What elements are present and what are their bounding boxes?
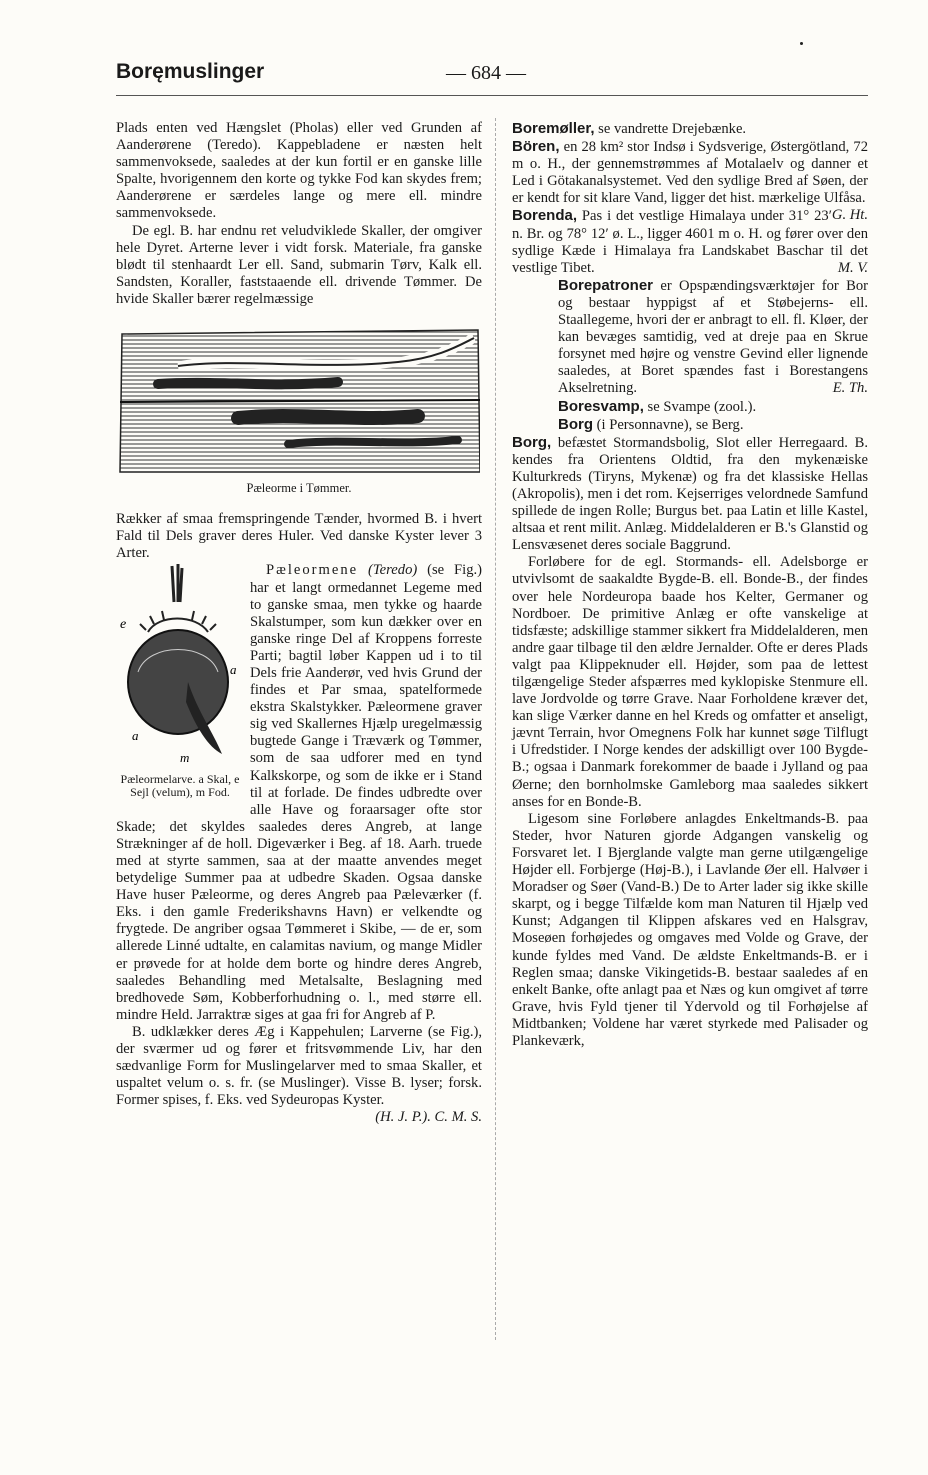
signature-ght: G. Ht. — [831, 207, 868, 224]
left-para-3: Rækker af smaa fremspringende Tænder, hvormed B. i hvert Fald til Dels graver deres Huler. Ved danske Kyster lever 3 Arter. — [116, 511, 482, 562]
right-column — [512, 120, 868, 1050]
headword-boren: Bören, — [512, 138, 560, 156]
entry-boresvamp-text: se Svampe (zool.). — [643, 398, 757, 415]
pæleormene-term: Pæleormene — [266, 562, 359, 579]
figure-shipworms-in-timber — [116, 326, 482, 476]
headword-borepatroner: Borepatroner — [558, 276, 654, 294]
timber-illustration — [118, 326, 480, 476]
indented-entries — [558, 277, 868, 434]
entry-borg-names — [558, 416, 868, 434]
left-para-2: De egl. B. har endnu ret veludviklede Skaller, der omgiver hele Dyret. Arterne lever i vidt forsk. Materiale, fra ganske blødt til stenhaardt Ler ell. Sand, submarin Tørv, Kalk ell. Sandsten, Koraller, faststaaende ell. drivende Tømmer. De hvide Skaller bærer regelmæssige — [116, 222, 482, 307]
page-number: — 684 — — [446, 62, 526, 84]
label-a-left: a — [132, 728, 139, 744]
entry-borg-para-3: Ligesom sine Forløbere anlagdes Enkeltmands-B. paa Steder, hvor Naturen gjorde Adgangen vanskelig og Forsvaret let. I Bjerglande valgte man gerne utilgængelige Højder ell. Forbjerge (Høj-B.), i Lavlande Øer ell. Halvøer i Moradser og Søer (Vand-B.) De to Arter lader sig ikke skille skarpt, og i begge Tilfælde kom man Naturen til Hjælp ved Kunst; Adgangen til Klippen afskares ved en Halsgrav, Moseøen forhøjedes og omgaves med Volde og Grave, der kunde fyldes med Vand. De ældste Enkeltmands-B. er i Reglen smaa; danske Vikingetids-B. bestaar saaledes af en enkelt Banke, ofte anlagt paa et Næs og kun omgivet af tørre Grave, hvis Fyld tjener til Ydervold og til Forhøjelse af Midtbanken; Voldene har været styrkede med Palisader og Plankeværk, — [512, 810, 868, 1049]
page-header — [116, 60, 868, 94]
ink-speck — [800, 42, 803, 45]
entry-borepatroner — [558, 277, 868, 398]
left-para-5 — [116, 1023, 482, 1126]
entry-borenda — [512, 207, 868, 276]
entry-borenda-text: Pas i det vestlige Himalaya under 31° 23′ n. Br. og 78° 12′ ø. L., ligger 4601 m o. H. og fører over den sydlige Kæde i Himalaya fra Landskabet Baschar til det vestlige Tibet. — [512, 208, 868, 276]
headword-boresvamp: Boresvamp, — [558, 397, 644, 415]
headword-borenda: Borenda, — [512, 207, 578, 225]
figure-larva — [116, 562, 244, 817]
left-column — [116, 120, 482, 1127]
entry-boremoller-text: se vandrette Drejebænke. — [594, 121, 747, 137]
entry-boren-text: en 28 km² stor Indsø i Sydsverige, Østergötland, 72 m o. H., der gennemstrømmes af Motalaelv og danner et Led i Götakanalsystemet. Ved den sydlige Bred af Søen, der er kendt for sit klare Vand, ligger det hist. mærkelige Ulfåsa. — [512, 139, 868, 207]
label-m: m — [180, 750, 190, 766]
entry-borg-names-text: (i Personnavne), se Berg. — [593, 416, 744, 433]
figure-2-caption: Pæleormelarve. a Skal, e Sejl (velum), m Fod. — [120, 772, 240, 800]
headword-borg: Borg, — [512, 433, 552, 451]
label-a-right: a — [230, 662, 237, 678]
headword-boremoller: Boremøller, — [512, 120, 595, 137]
entry-borg-para-2: Forløbere for de egl. Stormands- ell. Adelsborge er utvivlsomt de saakaldte Bygde-B. ell. Bonde-B., der findes over hele Nordeuropa baade hos Kelter, Germaner og Nordboer. De primitive Anlæg er ofte vanskelige at tidsfæste; adskillige stammer sikkert fra Middelalderen, men andre gaar tilbage til den ældre Jernalder. Ofte er deres Plads valgt paa Klippeknuder ell. Højder, som paa de lettest tilgængelige Steder afspærres med kyklopiske Stenmure ell. lave Jordvolde og tørre Grave. Naar Forholdene kræver det, kan slige Værker danne en hel Kreds og omfatter et anseligt, jævnt Terrain, hvor Omegnens Folk har kunnet søge Tilflugt i Ufredstider. I Norge kendes der adskilligt over 100 Bygde-B.; ogsaa i Danmark forekommer de baade i Jylland og paa Øerne; den bornholmske Gamleborg maa saaledes sikkert anses for en Bonde-B. — [512, 554, 868, 810]
signature-cms: (H. J. P.). C. M. S. — [375, 1109, 482, 1126]
entry-borg — [512, 434, 868, 555]
entry-boresvamp — [558, 398, 868, 416]
left-para-4-text: (se Fig.) har et langt ormedannet Legeme med to ganske smaa, men tykke og haarde Skalstumper, som kun dækker over en ganske ringe Del af Kroppens forreste Parti; bagtil løber Kappen ud i to til Dels frie Aanderør, ved hvis Grund der findes et Par smaa, spatelformede ekstra Skalstykker. Pæleormene graver sig ved Skallernes Hjælp uregelmæssig bugtede Gange i Træværk og Tømmer, som de saa udforer med en tynd Kalkskorpe, og som de ikke er i Stand til at forlade. De findes udbredte over alle Have og foraarsager ofte stor Skade; det skyldes saaledes deres Angreb, at lange Strækninger af de holl. Digeværker i Beg. af 18. Aarh. truede med at styrte sammen, saa at der maatte anvendes meget betydelige Summer paa at udbedre Skaden. Ogsaa danske Have huser Pæleorme, og deres Angreb paa Pæleværker (f. Eks. i den gamle Frederikshavns Havn) er velkendte og frygtede. De angriber ogsaa Tømmeret i Skibe, — de er, som allerede Linné udtalte, en calamitas navium, og mange Midler er prøvede for at holde dem borte og hindre deres Angreb, saaledes Behandling med Metalsalte, Beslagning med bredhovede Søm, Kobberforhudning o. l., med større ell. mindre Held. Jarraktræ siges at gaa fri for Angreb af P. — [116, 562, 482, 1023]
larva-illustration — [118, 562, 242, 767]
entry-borg-text: befæstet Stormandsbolig, Slot eller Herregaard. B. kendes fra Orientens Oldtid, fra den mykenæiske Kulturkreds (Tiryns, Mykenæ) og fra det klassiske Hellas (Akropolis), men i det rom. Kejserriges velordnede Samfund spillede de ingen Rolle; Burgus bet. paa Latin et lille Kastel, altsaa et rent milit. Anlæg. Middelalderen er B.'s Glanstid og Lensvæsenet deres sociale Baggrund. — [512, 434, 868, 554]
left-para-1: Plads enten ved Hængslet (Pholas) eller ved Grunden af Aanderørene (Teredo). Kappebladene er næsten helt sammenvoksede, saaledes at der kun fortil er en ganske lille Spalte, hvorigennem den korte og tykke Fod kan skydes frem; Aanderørene er særdeles lange og mere ell. mindre sammenvoksede. — [116, 120, 482, 222]
headword-borg-names: Borg — [558, 415, 593, 433]
entry-borepatroner-text: er Opspændingsværktøjer for Bor og bestaar hyppigst af et Støbejerns- ell. Staallegeme, hvori der er anbragt to ell. fl. Kløer, der kan bevæges samtidig, ved at dreje paa en Skrue forsynet med højre og venstre Gevind eller lignende saaledes, at Boret spændes fast i Borestangens Akselretning. — [558, 277, 868, 397]
left-para-5-text: B. udklækker deres Æg i Kappehulen; Larverne (se Fig.), der sværmer ud og fører et fritsvømmende Liv, har den sædvanlige Form for Muslingelarver med to smaa Skaller, et uspaltet velum o. s. fr. (se Muslinger). Visse B. lyser; forsk. Former spises, f. Eks. ved Sydeuropas Kyster. — [116, 1023, 482, 1109]
signature-eth: E. Th. — [832, 380, 868, 397]
column-divider — [495, 118, 496, 1340]
label-e: e — [120, 617, 127, 633]
signature-mv: M. V. — [837, 259, 868, 276]
teredo-latin: (Teredo) — [368, 562, 418, 579]
entry-boremoller — [512, 120, 868, 138]
header-rule — [116, 95, 868, 96]
running-title: Boręmuslinger — [116, 60, 265, 83]
figure-1-caption: Pæleorme i Tømmer. — [246, 481, 352, 496]
